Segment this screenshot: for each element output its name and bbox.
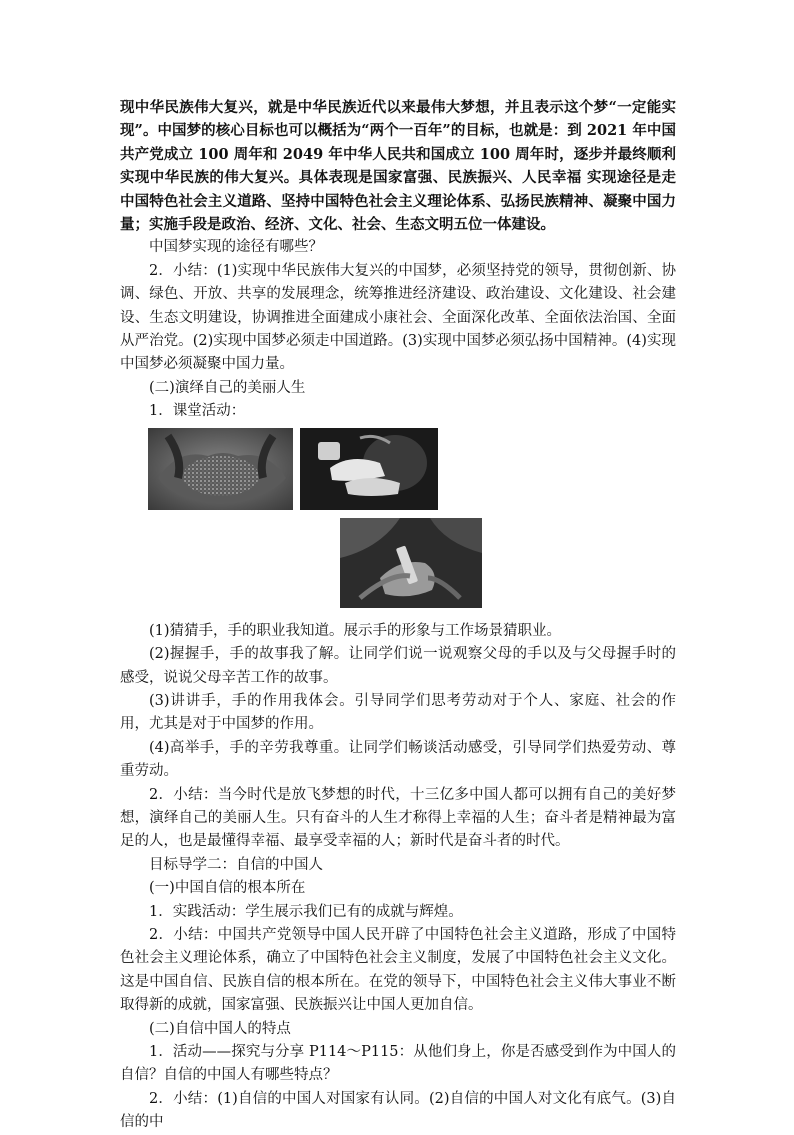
- surgery-hands-photo: [340, 518, 482, 608]
- paragraph-class-activity: 1．课堂活动：: [149, 403, 246, 420]
- paragraph-activity-3: (3)讲讲手，手的作用我体会。引导同学们思考劳动对于个人、家庭、社会的作用，尤其是对于中国梦的作用。: [120, 692, 676, 733]
- paragraph-summary-paths: 2．小结：(1)实现中华民族伟大复兴的中国梦，必须坚持党的领导，贯彻创新、协调、绿色、开放、共享的发展理念，统筹推进经济建设、政治建设、文化建设、社会建设、生态文明建设，协调推进全面建成小康社会、全面深化改革、全面依法治国、全面从严治党。(2)实现中国梦必须走中国道路。(3)实现中国梦必须弘扬中国精神。(4)实现中国梦必须凝聚中国力量。: [120, 262, 676, 373]
- document-page: [120, 96, 676, 1135]
- paragraph-summary-traits: 2．小结：(1)自信的中国人对国家有认同。(2)自信的中国人对文化有底气。(3)自信的中: [120, 1090, 676, 1131]
- section-heading-confident-traits: (二)自信中国人的特点: [149, 1020, 291, 1037]
- paragraph-summary-struggle: 2．小结：当今时代是放飞梦想的时代，十三亿多中国人都可以拥有自己的美好梦想，演绎自己的美丽人生。只有奋斗的人生才称得上幸福的人生；奋斗者是精神最为富足的人，也是最懂得幸福、最享受幸福的人；新时代是奋斗者的时代。: [120, 786, 676, 850]
- paragraph-activity-4: (4)高举手，手的辛劳我尊重。让同学们畅谈活动感受，引导同学们热爱劳动、尊重劳动。: [120, 739, 676, 780]
- paragraph-practice-activity: 1．实践活动：学生展示我们已有的成就与辉煌。: [149, 903, 463, 920]
- paragraph-activity-2: (2)握握手，手的故事我了解。让同学们说一说观察父母的手以及与父母握手时的感受，说说父母辛苦工作的故事。: [120, 646, 676, 686]
- paragraph-question-paths: 中国梦实现的途径有哪些？: [149, 239, 323, 256]
- section-heading-confidence-root: (一)中国自信的根本所在: [149, 880, 306, 897]
- gloved-hands-photo: [300, 428, 438, 510]
- hands-holding-soil-photo: [148, 428, 293, 510]
- section-heading-goal-2: 目标导学二：自信的中国人: [149, 856, 323, 873]
- paragraph-explore-share: 1．活动——探究与分享 P114～P115：从他们身上，你是否感受到作为中国人的自信？自信的中国人有哪些特点？: [120, 1044, 676, 1084]
- paragraph-activity-1: (1)猜猜手，手的职业我知道。展示手的形象与工作场景猜职业。: [149, 622, 562, 639]
- section-heading-beautiful-life: (二)演绎自己的美丽人生: [149, 379, 306, 396]
- paragraph-china-dream-definition: 现中华民族伟大复兴，就是中华民族近代以来最伟大梦想，并且表示这个梦“一定能实现”。中国梦的核心目标也可以概括为“两个一百年”的目标，也就是：到 2021 年中国共产党成立 100 周年和 2049 年中华人民共和国成立 100 周年时，逐步并最终顺利实现中华民族的伟大复兴。具体表现是国家富强、民族振兴、人民幸福 实现途径是走中国特色社会主义道路、坚持中国特色社会主义理论体系、弘扬民族精神、凝聚中国力量；实施手段是政治、经济、文化、社会、生态文明五位一体建设。: [120, 99, 676, 234]
- paragraph-summary-confidence: 2．小结：中国共产党领导中国人民开辟了中国特色社会主义道路，形成了中国特色社会主义理论体系，确立了中国特色社会主义制度，发展了中国特色社会主义文化。这是中国自信、民族自信的根本所在。在党的领导下，中国特色社会主义伟大事业不断取得新的成就，国家富强、民族振兴让中国人更加自信。: [120, 926, 676, 1014]
- photo-group: [120, 428, 676, 614]
